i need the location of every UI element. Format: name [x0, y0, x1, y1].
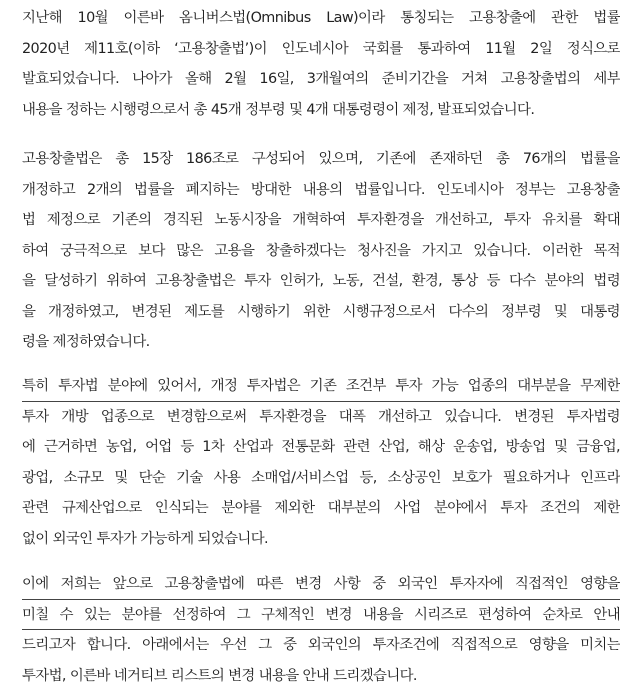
underlined-text-line: 특히 투자법 분야에 있어서, 개정 투자법은 기존 조건부 투자 가능 업종의 대부분을 무제한 — [22, 371, 620, 402]
text-line: 하여 궁극적으로 보다 많은 고용을 창출하겠다는 청사진을 가지고 있습니다. 이러한 목적 — [22, 242, 620, 259]
text-line: 없이 외국인 투자가 가능하게 되었습니다. — [22, 530, 268, 547]
text-line: 지난해 10월 이른바 옴니버스법(Omnibus Law)이라 통칭되는 고용창출에 관한 법률 — [22, 10, 620, 26]
text-line: 에 근거하면 농업, 어업 등 1차 산업과 전통문화 관련 산업, 해상 운송업, 방송업 및 금융업, — [22, 439, 620, 455]
text-line: 발효되었습니다. 나아가 올해 2월 16일, 3개월여의 준비기간을 거쳐 고용창출법의 세부 — [22, 71, 620, 87]
text-line: 드리고자 합니다. 아래에서는 우선 그 중 외국인의 투자조건에 직접적으로 영향을 미치는 — [22, 637, 620, 653]
text-line: 투자법, 이른바 네거티브 리스트의 변경 내용을 안내 드리겠습니다. — [22, 667, 417, 684]
text-line: 개정하고 2개의 법률을 폐지하는 방대한 내용의 법률입니다. 인도네시아 정부는 고용창출 — [22, 181, 620, 198]
paragraph-omnibus-law-intro — [22, 3, 620, 125]
text-line: 법 제정으로 기존의 경직된 노동시장을 개혁하여 투자환경을 개선하고, 투자 유치를 확대 — [22, 212, 620, 228]
underlined-text-line: 미칠 수 있는 분야를 선정하여 그 구체적인 변경 내용을 시리즈로 편성하여 순차로 안내 — [22, 600, 620, 631]
text-line: 관련 규제산업으로 인식되는 분야를 제외한 대부분의 사업 분야에서 투자 조건의 제한 — [22, 500, 620, 516]
text-line: 을 달성하기 위하여 고용창출법은 투자 인허가, 노동, 건설, 환경, 통상 등 다수 분야의 법령 — [22, 273, 620, 289]
text-line: 고용창출법은 총 15장 186조로 구성되어 있으며, 기존에 존재하던 총 76개의 법률을 — [22, 151, 620, 167]
text-line: 령을 제정하였습니다. — [22, 334, 150, 350]
text-line: 내용을 정하는 시행령으로서 총 45개 정부령 및 4개 대통령령이 제정, 발표되었습니다. — [22, 101, 535, 118]
text-line: 투자 개방 업종으로 변경함으로써 투자환경을 대폭 개선하고 있습니다. 변경된 투자법령 — [22, 408, 620, 425]
text-line: 광업, 소규모 및 단순 기술 사용 소매업/서비스업 등, 소상공인 보호가 필요하거나 인프라 — [22, 469, 620, 486]
text-line: 을 개정하였고, 변경된 제도를 시행하기 위한 시행규정으로서 다수의 정부령 및 대통령 — [22, 303, 620, 320]
paragraph-investment-law — [22, 371, 620, 554]
paragraph-series-notice — [22, 569, 620, 691]
paragraph-law-structure — [22, 144, 620, 358]
text-line: 2020년 제11호(이하 ‘고용창출법’)이 인도네시아 국회를 통과하여 11월 2일 정식으로 — [22, 40, 620, 57]
underlined-text-line: 이에 저희는 앞으로 고용창출법에 따른 변경 사항 중 외국인 투자자에 직접적인 영향을 — [22, 569, 620, 600]
